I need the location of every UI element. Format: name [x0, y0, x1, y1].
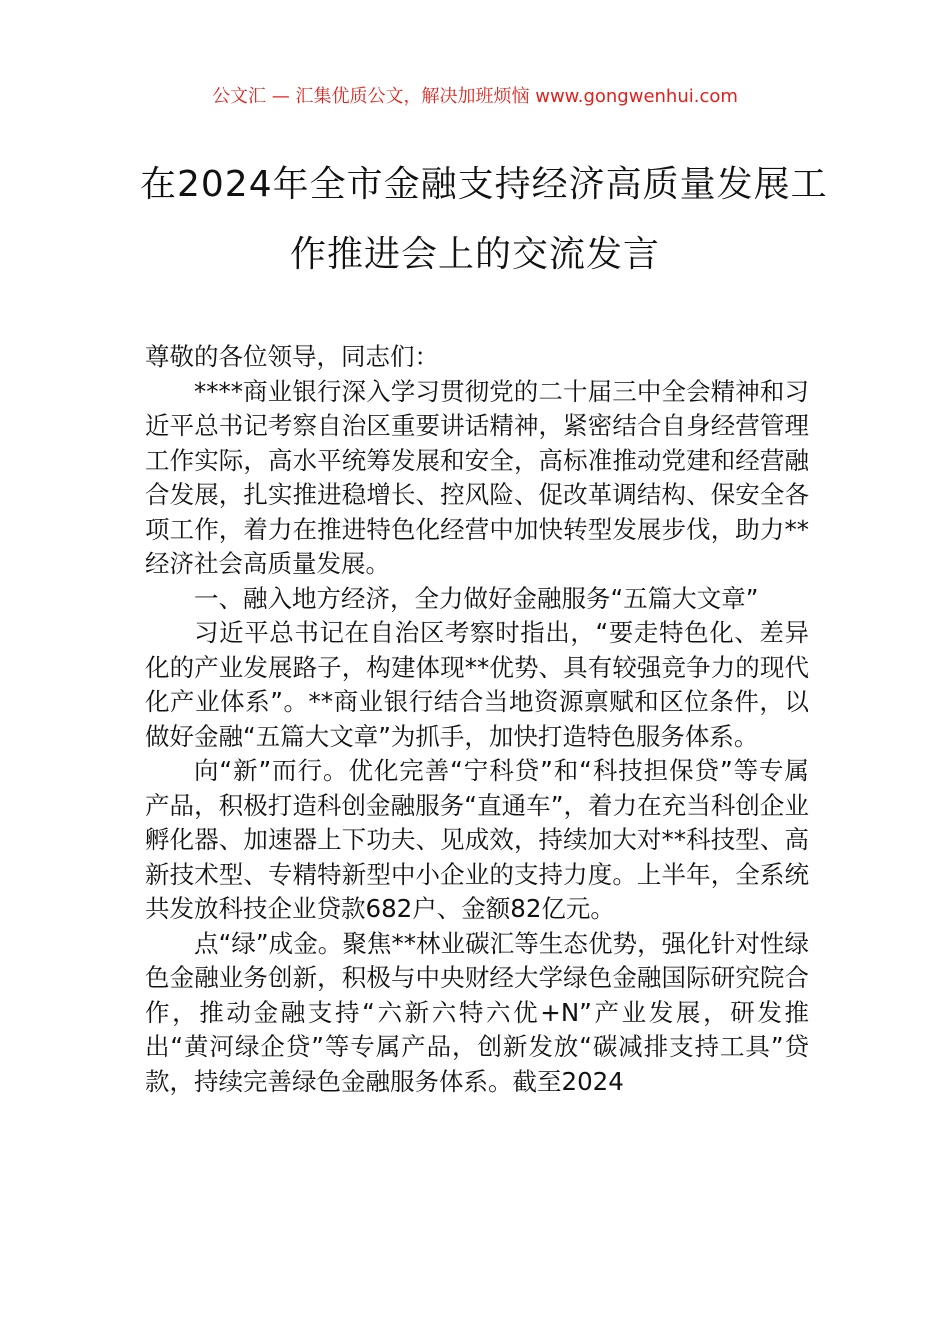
site-banner: 公文汇 — 汇集优质公文，解决加班烦恼 www.gongwenhui.com	[212, 86, 738, 107]
title-line-2: 作推进会上的交流发言	[289, 234, 660, 275]
salutation: 尊敬的各位领导，同志们：	[145, 342, 439, 371]
document-body	[145, 340, 809, 1099]
document-title	[140, 150, 828, 290]
title-line-1: 在2024年全市金融支持经济高质量发展工	[140, 164, 828, 205]
paragraph-section-1-lead: 习近平总书记在自治区考察时指出，“要走特色化、差异化的产业发展路子，构建体现**优势、具有较强竞争力的现代化产业体系”。**商业银行结合当地资源禀赋和区位条件，以做好金融“五篇大文章”为抓手，加快打造特色服务体系。	[145, 618, 809, 751]
paragraph-green-finance: 点“绿”成金。聚焦**林业碳汇等生态优势，强化针对性绿色金融业务创新，积极与中央财经大学绿色金融国际研究院合作，推动金融支持“六新六特六优+N”产业发展，研发推出“黄河绿企贷”等专属产品，创新发放“碳减排支持工具”贷款，持续完善绿色金融服务体系。截至2024	[145, 928, 809, 1096]
paragraph-innovation: 向“新”而行。优化完善“宁科贷”和“科技担保贷”等专属产品，积极打造科创金融服务“直通车”，着力在充当科创企业孵化器、加速器上下功夫、见成效，持续加大对**科技型、高新技术型、专精特新型中小企业的支持力度。上半年，全系统共发放科技企业贷款682户、金额82亿元。	[145, 756, 809, 923]
section-heading-1: 一、融入地方经济，全力做好金融服务“五篇大文章”	[194, 583, 759, 613]
paragraph-intro: ****商业银行深入学习贯彻党的二十届三中全会精神和习近平总书记考察自治区重要讲话精神，紧密结合自身经营管理工作实际，高水平统筹发展和安全，高标准推动党建和经营融合发展，扎实推进稳增长、控风险、促改革调结构、保安全各项工作，着力在推进特色化经营中加快转型发展步伐，助力**经济社会高质量发展。	[145, 376, 809, 578]
